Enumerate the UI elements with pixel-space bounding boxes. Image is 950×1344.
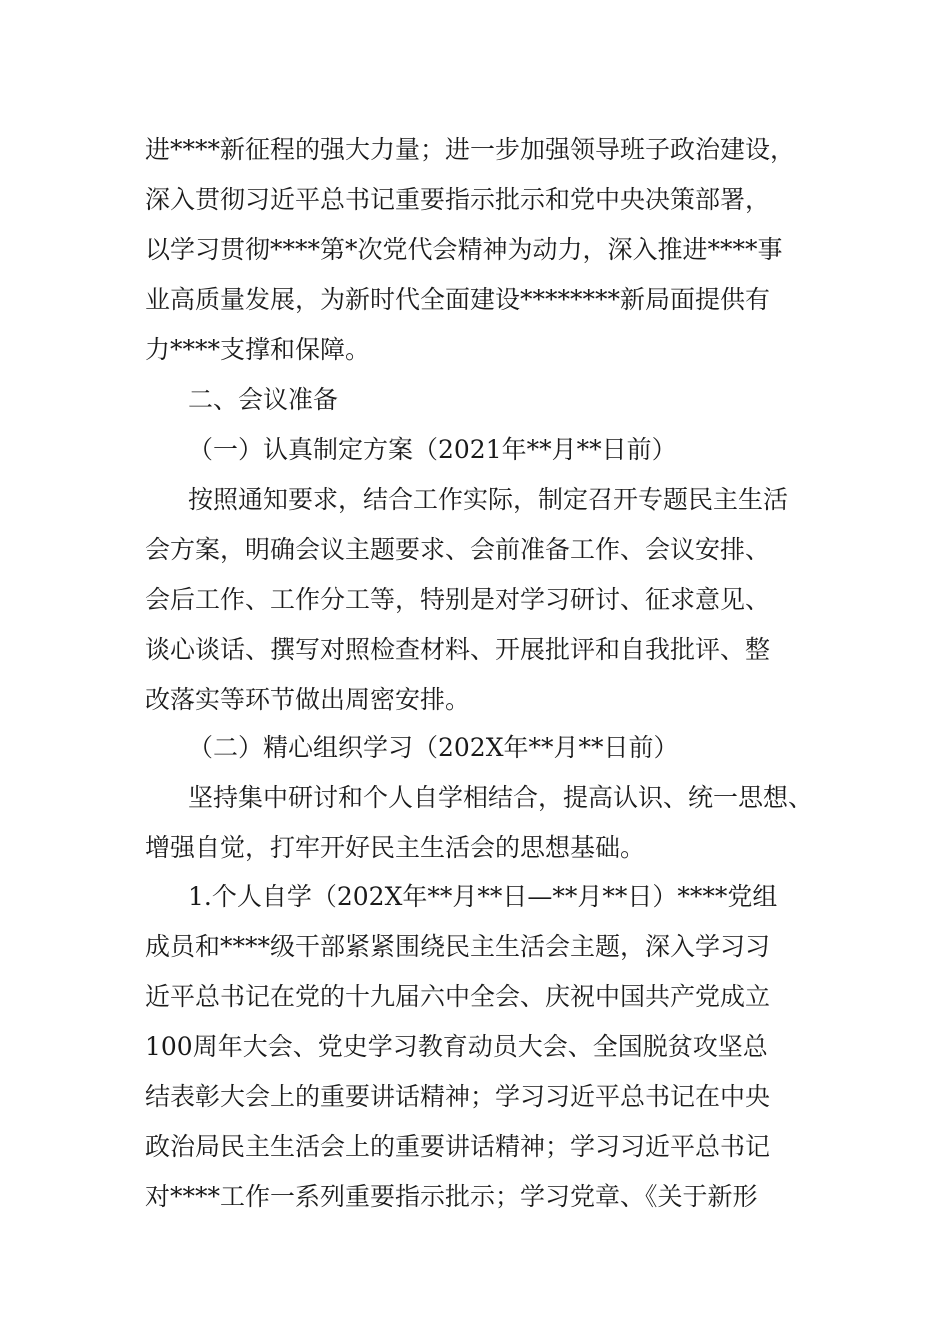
section-heading: 二、会议准备 xyxy=(188,385,339,414)
text-line: 对****工作一系列重要指示批示；学习党章、《关于新形 xyxy=(145,1182,758,1211)
text-line: 1.个人自学（202X年**月**日—**月**日）****党组 xyxy=(188,882,778,911)
subsection-heading: （二）精心组织学习（202X年**月**日前） xyxy=(188,733,679,762)
text-line: 力****支撑和保障。 xyxy=(145,335,371,364)
text-line: 坚持集中研讨和个人自学相结合，提高认识、统一思想、 xyxy=(188,783,814,812)
text-line: 进****新征程的强大力量；进一步加强领导班子政治建设， xyxy=(145,135,796,164)
text-line: 100周年大会、党史学习教育动员大会、全国脱贫攻坚总 xyxy=(145,1032,768,1061)
text-line: 结表彰大会上的重要讲话精神；学习习近平总书记在中央 xyxy=(145,1082,771,1111)
text-line: 政治局民主生活会上的重要讲话精神；学习习近平总书记 xyxy=(145,1132,771,1161)
text-line: 成员和****级干部紧紧围绕民主生活会主题，深入学习习 xyxy=(145,932,771,961)
text-line: 会后工作、工作分工等，特别是对学习研讨、征求意见、 xyxy=(145,585,771,614)
text-line: 改落实等环节做出周密安排。 xyxy=(145,685,471,714)
text-line: 深入贯彻习近平总书记重要指示批示和党中央决策部署， xyxy=(145,185,771,214)
text-line: 按照通知要求，结合工作实际，制定召开专题民主生活 xyxy=(188,485,789,514)
text-line: 近平总书记在党的十九届六中全会、庆祝中国共产党成立 xyxy=(145,982,771,1011)
text-line: 增强自觉，打牢开好民主生活会的思想基础。 xyxy=(145,833,646,862)
text-line: 业高质量发展，为新时代全面建设********新局面提供有 xyxy=(145,285,771,314)
subsection-heading: （一）认真制定方案（2021年**月**日前） xyxy=(188,435,677,464)
text-line: 以学习贯彻****第*次党代会精神为动力，深入推进****事 xyxy=(145,235,783,264)
text-line: 谈心谈话、撰写对照检查材料、开展批评和自我批评、整 xyxy=(145,635,771,664)
text-line: 会方案，明确会议主题要求、会前准备工作、会议安排、 xyxy=(145,535,771,564)
